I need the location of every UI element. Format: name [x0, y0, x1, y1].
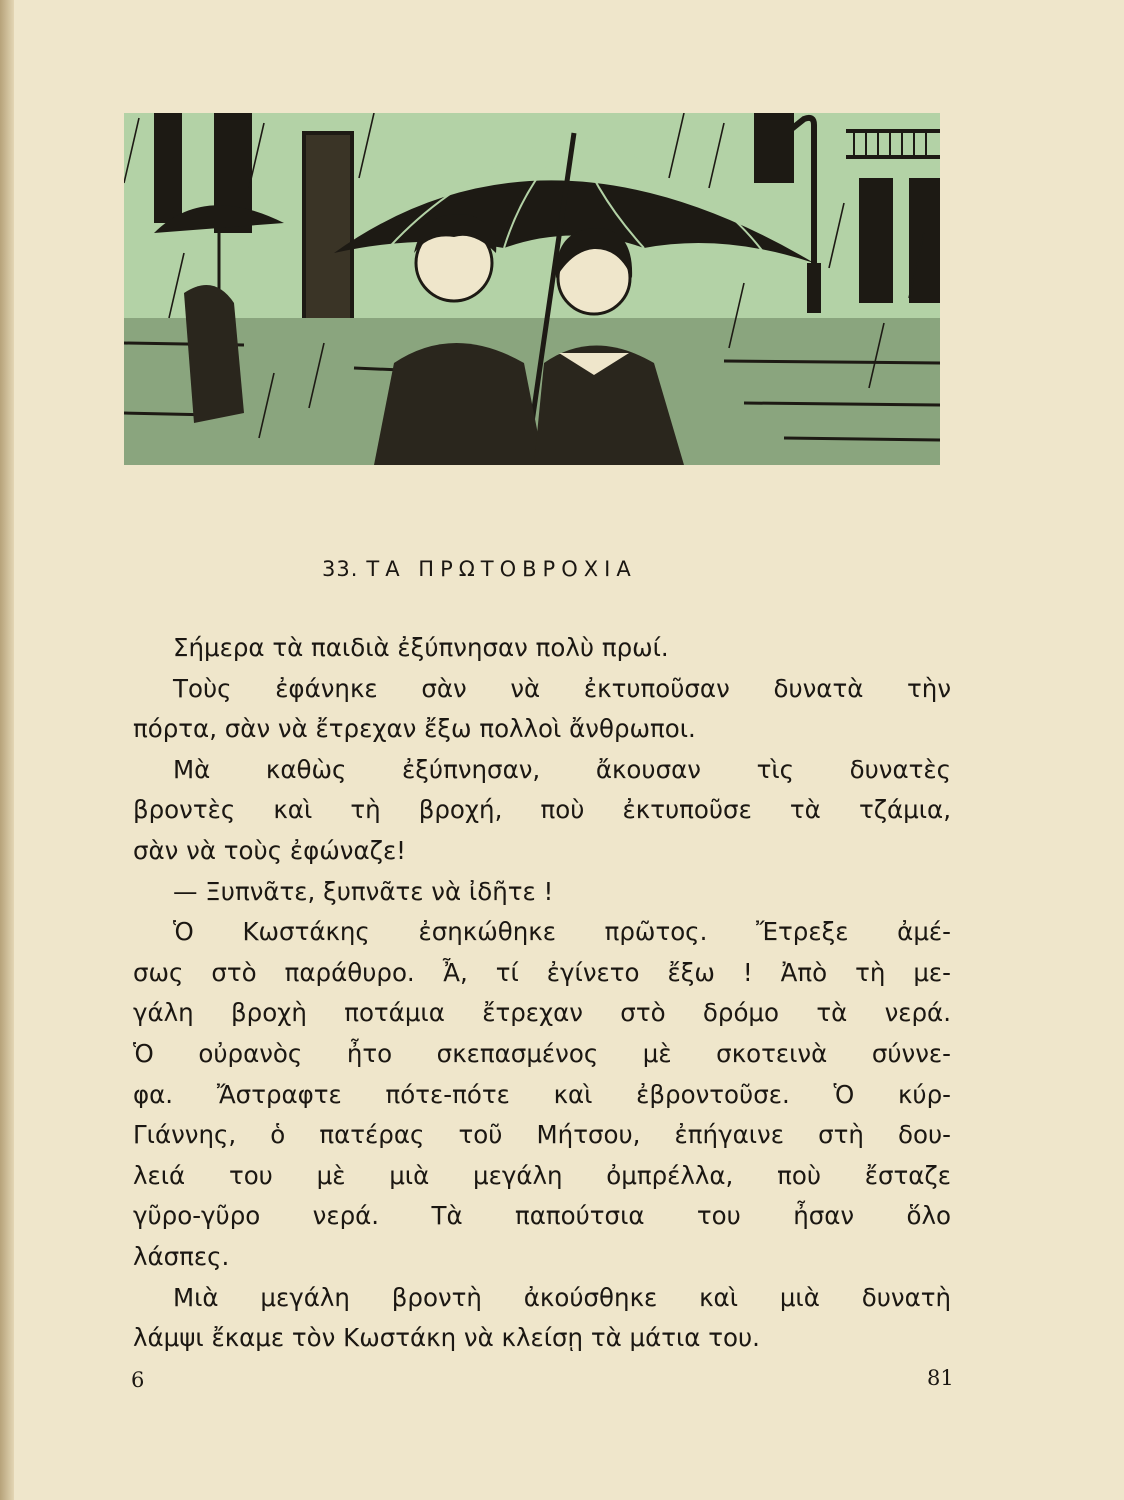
text-line: Γιάννης, ὁ πατέρας τοῦ Μήτσου, ἐπήγαινε στὴ δου-: [133, 1120, 951, 1150]
text-line: γάλη βροχὴ ποτάμια ἔτρεχαν στὸ δρόμο τὰ νερά.: [133, 998, 951, 1028]
text-line: Ὁ οὐρανὸς ἦτο σκεπασμένος μὲ σκοτεινὰ σύννε-: [133, 1038, 951, 1068]
chapter-heading: ΤΑ ΠΡΩΤΟΒΡΟΧΙΑ: [366, 557, 637, 581]
text-line: — Ξυπνᾶτε, ξυπνᾶτε νὰ ἰδῆτε !: [173, 876, 554, 906]
text-line: λάσπες.: [133, 1241, 230, 1271]
text-line: σως στὸ παράθυρο. Ἆ, τί ἐγίνετο ἔξω ! Ἀπὸ τὴ με-: [133, 957, 951, 987]
paragraph-4: [133, 872, 951, 913]
page-number: 81: [927, 1366, 954, 1390]
text-line: φα. Ἄστραφτε πότε-πότε καὶ ἐβροντοῦσε. Ὁ κύρ-: [133, 1079, 951, 1109]
text-line: λειά του μὲ μιὰ μεγάλη ὀμπρέλλα, ποὺ ἔσταζε: [133, 1160, 951, 1190]
text-line: Ὁ Κωστάκης ἐσηκώθηκε πρῶτος. Ἔτρεξε ἀμέ-: [173, 917, 951, 947]
paragraph-6: [133, 1278, 951, 1359]
text-line: Μὰ καθὼς ἐξύπνησαν, ἄκουσαν τὶς δυνατὲς: [173, 754, 951, 784]
text-line: Τοὺς ἐφάνηκε σὰν νὰ ἐκτυποῦσαν δυνατὰ τὴν: [173, 673, 951, 703]
paragraph-3: [133, 750, 951, 872]
chapter-title: [322, 557, 637, 581]
text-line: σὰν νὰ τοὺς ἐφώναζε!: [133, 835, 407, 865]
text-line: Σήμερα τὰ παιδιὰ ἐξύπνησαν πολὺ πρωί.: [173, 633, 669, 662]
signature-mark: 6: [131, 1368, 145, 1392]
chapter-number: 33.: [322, 557, 359, 581]
chapter-text: [133, 628, 951, 1359]
text-line: βροντὲς καὶ τὴ βροχή, ποὺ ἐκτυποῦσε τὰ τζάμια,: [133, 795, 951, 825]
page-edge: [0, 0, 14, 1500]
rain-illustration: [124, 113, 940, 465]
text-line: Μιὰ μεγάλη βροντὴ ἀκούσθηκε καὶ μιὰ δυνατὴ: [173, 1282, 951, 1312]
text-line: γῦρο-γῦρο νερά. Τὰ παπούτσια του ἦσαν ὅλο: [133, 1201, 951, 1231]
paragraph-2: [133, 669, 951, 750]
text-line: λάμψι ἔκαμε τὸν Κωστάκη νὰ κλείσῃ τὰ μάτια του.: [133, 1323, 760, 1353]
text-line: πόρτα, σὰν νὰ ἔτρεχαν ἔξω πολλοὶ ἄνθρωποι.: [133, 714, 696, 744]
paragraph-1: [133, 628, 951, 669]
paragraph-5: [133, 912, 951, 1277]
